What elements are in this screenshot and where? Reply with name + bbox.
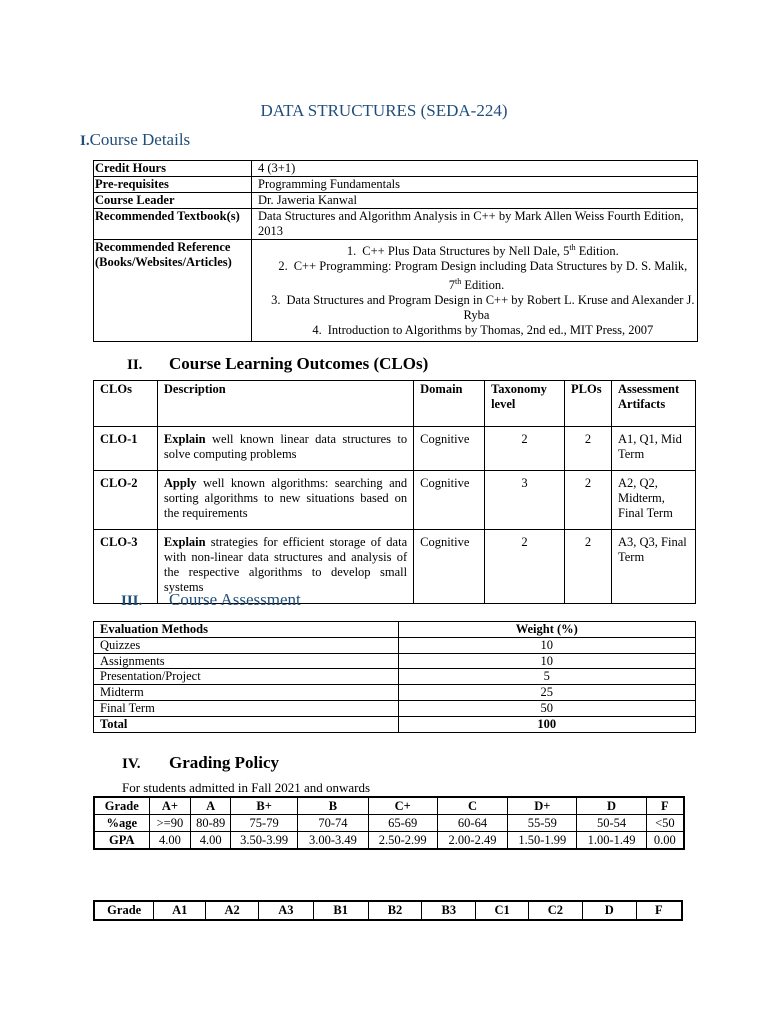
grading-note: For students admitted in Fall 2021 and onwards bbox=[122, 780, 371, 795]
list-item bbox=[258, 240, 695, 259]
superscript: th bbox=[454, 277, 462, 287]
grade-cell: A1 bbox=[154, 901, 206, 920]
assessment-table bbox=[93, 621, 696, 733]
row-label: Grade bbox=[94, 797, 149, 815]
grade-cell: B3 bbox=[422, 901, 476, 920]
clo-domain: Cognitive bbox=[414, 427, 485, 471]
table-row bbox=[94, 193, 698, 209]
reference-text: C++ Plus Data Structures by Nell Dale, 5 bbox=[362, 244, 570, 259]
gpa-cell: 4.00 bbox=[149, 832, 191, 850]
evaluation-weight: 50 bbox=[398, 700, 695, 716]
list-number: 4. bbox=[312, 323, 322, 338]
grade-cell: A+ bbox=[149, 797, 191, 815]
evaluation-weight: 5 bbox=[398, 669, 695, 685]
row-label: %age bbox=[94, 815, 149, 832]
course-leader-value: Dr. Jaweria Kanwal bbox=[252, 193, 698, 209]
reference-text: Edition. bbox=[575, 244, 619, 259]
section-number: II. bbox=[127, 357, 143, 373]
table-row bbox=[94, 685, 696, 701]
row-label: Grade bbox=[94, 901, 154, 920]
gpa-cell: 3.00-3.49 bbox=[298, 832, 368, 850]
table-row bbox=[94, 653, 696, 669]
column-header: CLOs bbox=[94, 381, 158, 427]
clo-id: CLO-2 bbox=[94, 471, 158, 530]
textbook-label: Recommended Textbook(s) bbox=[94, 209, 252, 240]
percent-cell: 50-54 bbox=[577, 815, 646, 832]
clo-description-text: strategies for efficient storage of data with non-linear data structures and analysis of the respective algorithms to develop small systems bbox=[163, 535, 408, 594]
reference-value bbox=[252, 240, 698, 342]
table-row bbox=[94, 177, 698, 193]
clo-description bbox=[157, 471, 413, 530]
grade-row bbox=[94, 797, 684, 815]
clo-description-text: well known linear data structures to solve computing problems bbox=[163, 432, 408, 461]
credit-hours-label: Credit Hours bbox=[94, 161, 252, 177]
evaluation-method: Quizzes bbox=[94, 637, 399, 653]
gpa-cell: 2.00-2.49 bbox=[437, 832, 507, 850]
clo-verb: Apply bbox=[163, 476, 197, 490]
section-grading-heading bbox=[122, 753, 279, 773]
column-header: Description bbox=[157, 381, 413, 427]
table-row bbox=[94, 427, 696, 471]
clo-artifacts: A1, Q1, Mid Term bbox=[612, 427, 696, 471]
evaluation-weight: 10 bbox=[398, 653, 695, 669]
clo-table bbox=[93, 380, 696, 604]
table-row bbox=[94, 700, 696, 716]
reference-list bbox=[258, 240, 695, 338]
clo-id: CLO-1 bbox=[94, 427, 158, 471]
clo-taxonomy: 2 bbox=[485, 427, 565, 471]
prereq-label: Pre-requisites bbox=[94, 177, 252, 193]
table-row bbox=[94, 209, 698, 240]
grade-cell: A3 bbox=[259, 901, 314, 920]
percent-cell: 65-69 bbox=[368, 815, 437, 832]
section-label: Course Learning Outcomes (CLOs) bbox=[169, 354, 429, 373]
table-header-row bbox=[94, 381, 696, 427]
gpa-cell: 2.50-2.99 bbox=[368, 832, 437, 850]
page-title: DATA STRUCTURES (SEDA-224) bbox=[260, 101, 508, 120]
percent-cell: >=90 bbox=[149, 815, 191, 832]
evaluation-weight: 25 bbox=[398, 685, 695, 701]
section-number: III. bbox=[121, 593, 143, 609]
table-row bbox=[94, 669, 696, 685]
grade-cell: B1 bbox=[313, 901, 368, 920]
clo-taxonomy: 2 bbox=[485, 530, 565, 604]
section-label: Grading Policy bbox=[169, 753, 280, 772]
reference-text: C++ Programming: Program Design including Data Structures by D. S. Malik, 7 bbox=[293, 259, 688, 293]
grade-cell: B+ bbox=[231, 797, 298, 815]
gpa-cell: 0.00 bbox=[646, 832, 684, 850]
percent-cell: 60-64 bbox=[437, 815, 507, 832]
textbook-value: Data Structures and Algorithm Analysis in C++ by Mark Allen Weiss Fourth Edition, 2013 bbox=[252, 209, 698, 240]
grading-table-legacy bbox=[93, 900, 683, 921]
clo-verb: Explain bbox=[163, 432, 206, 446]
percent-cell: 75-79 bbox=[231, 815, 298, 832]
column-header: Domain bbox=[414, 381, 485, 427]
total-value: 100 bbox=[398, 716, 695, 732]
percent-cell: 70-74 bbox=[298, 815, 368, 832]
table-total-row bbox=[94, 716, 696, 732]
credit-hours-value: 4 (3+1) bbox=[252, 161, 698, 177]
course-leader-label: Course Leader bbox=[94, 193, 252, 209]
evaluation-weight: 10 bbox=[398, 637, 695, 653]
section-course-details-heading bbox=[80, 130, 190, 150]
clo-verb: Explain bbox=[163, 535, 206, 549]
clo-description-text: well known algorithms: searching and sorting algorithms to new situations based on the requirements bbox=[163, 476, 408, 520]
list-number: 3. bbox=[271, 293, 281, 308]
clo-domain: Cognitive bbox=[414, 471, 485, 530]
reference-text: Introduction to Algorithms by Thomas, 2nd ed., MIT Press, 2007 bbox=[327, 323, 654, 338]
list-item bbox=[258, 259, 695, 293]
clo-taxonomy: 3 bbox=[485, 471, 565, 530]
grade-cell: B2 bbox=[368, 901, 422, 920]
section-number: I. bbox=[80, 133, 90, 149]
grade-cell: B bbox=[298, 797, 368, 815]
grade-cell: F bbox=[646, 797, 684, 815]
grade-cell: F bbox=[636, 901, 682, 920]
clo-plos: 2 bbox=[565, 471, 612, 530]
total-label: Total bbox=[94, 716, 399, 732]
prereq-value: Programming Fundamentals bbox=[252, 177, 698, 193]
section-clo-heading bbox=[127, 354, 428, 374]
clo-description bbox=[157, 427, 413, 471]
list-item bbox=[258, 293, 695, 323]
list-item bbox=[258, 323, 695, 338]
grade-cell: C+ bbox=[368, 797, 437, 815]
reference-text: Data Structures and Program Design in C++ by Robert L. Kruse and Alexander J. Ryba bbox=[286, 293, 695, 323]
clo-id: CLO-3 bbox=[94, 530, 158, 604]
grade-cell: C2 bbox=[529, 901, 583, 920]
table-row bbox=[94, 471, 696, 530]
percent-row bbox=[94, 815, 684, 832]
grade-cell: C1 bbox=[476, 901, 529, 920]
clo-plos: 2 bbox=[565, 530, 612, 604]
column-header: Assessment Artifacts bbox=[612, 381, 696, 427]
column-header: Weight (%) bbox=[398, 622, 695, 638]
grade-row bbox=[94, 901, 682, 920]
list-number: 2. bbox=[278, 259, 288, 274]
evaluation-method: Midterm bbox=[94, 685, 399, 701]
grade-cell: D+ bbox=[508, 797, 577, 815]
section-label: Course Assessment bbox=[169, 590, 301, 609]
grade-cell: D bbox=[582, 901, 636, 920]
table-row bbox=[94, 161, 698, 177]
table-row bbox=[94, 637, 696, 653]
section-number: IV. bbox=[122, 756, 141, 772]
reference-label: Recommended Reference (Books/Websites/Articles) bbox=[94, 240, 252, 342]
evaluation-method: Final Term bbox=[94, 700, 399, 716]
grade-cell: C bbox=[437, 797, 507, 815]
grade-cell: A bbox=[191, 797, 231, 815]
clo-artifacts: A3, Q3, Final Term bbox=[612, 530, 696, 604]
clo-domain: Cognitive bbox=[414, 530, 485, 604]
grade-cell: D bbox=[577, 797, 646, 815]
gpa-cell: 3.50-3.99 bbox=[231, 832, 298, 850]
percent-cell: 80-89 bbox=[191, 815, 231, 832]
reference-text: Edition. bbox=[461, 278, 505, 293]
gpa-row bbox=[94, 832, 684, 850]
gpa-cell: 1.00-1.49 bbox=[577, 832, 646, 850]
list-number: 1. bbox=[346, 244, 357, 259]
evaluation-method: Assignments bbox=[94, 653, 399, 669]
table-header-row bbox=[94, 622, 696, 638]
clo-plos: 2 bbox=[565, 427, 612, 471]
percent-cell: <50 bbox=[646, 815, 684, 832]
gpa-cell: 1.50-1.99 bbox=[508, 832, 577, 850]
clo-artifacts: A2, Q2, Midterm, Final Term bbox=[612, 471, 696, 530]
gpa-cell: 4.00 bbox=[191, 832, 231, 850]
table-row bbox=[94, 240, 698, 342]
section-assessment-heading bbox=[121, 590, 301, 610]
superscript: th bbox=[569, 243, 576, 252]
evaluation-method: Presentation/Project bbox=[94, 669, 399, 685]
percent-cell: 55-59 bbox=[508, 815, 577, 832]
grading-table-2021 bbox=[93, 796, 685, 850]
column-header: Taxonomy level bbox=[485, 381, 565, 427]
column-header: Evaluation Methods bbox=[94, 622, 399, 638]
section-label: Course Details bbox=[89, 130, 191, 149]
row-label: GPA bbox=[94, 832, 149, 850]
grade-cell: A2 bbox=[206, 901, 259, 920]
course-details-table bbox=[93, 160, 698, 342]
column-header: PLOs bbox=[565, 381, 612, 427]
